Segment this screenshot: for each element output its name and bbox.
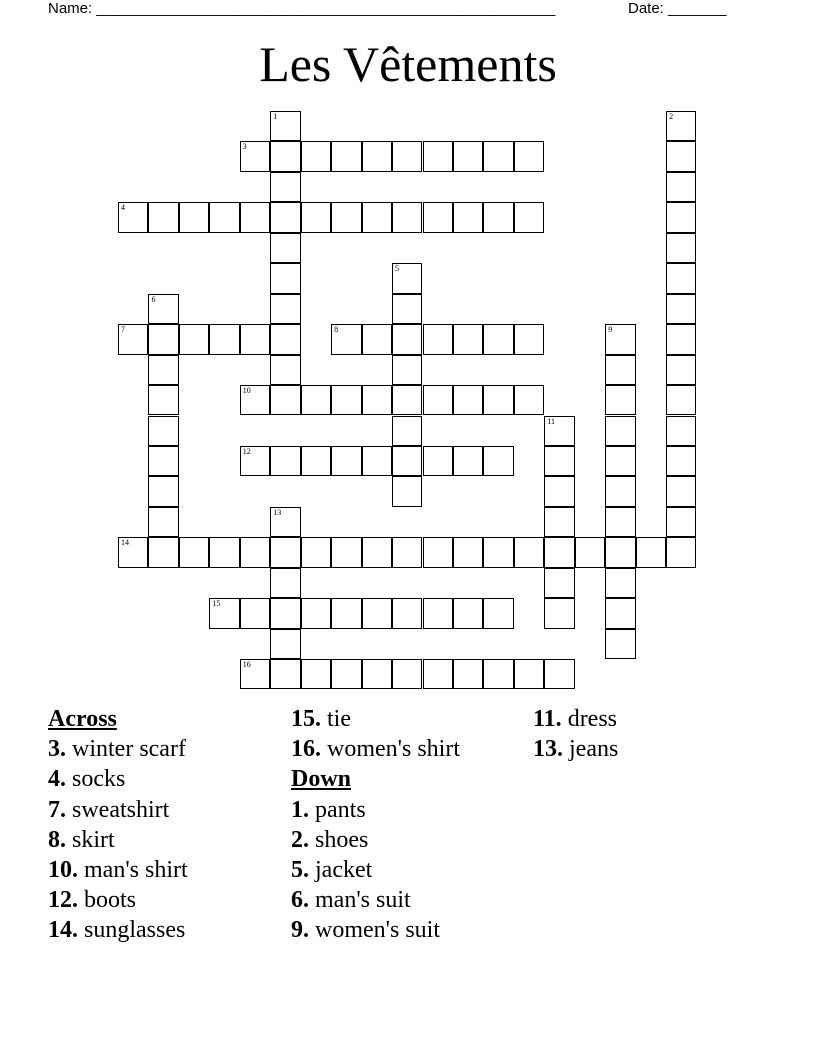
crossword-cell[interactable] [148,446,178,476]
crossword-cell[interactable] [209,598,239,628]
clue-item-number: 12. [48,887,78,914]
crossword-cell[interactable] [423,537,453,567]
crossword-cell[interactable] [270,294,300,324]
crossword-cell[interactable] [240,202,270,232]
clue-item [291,915,460,945]
crossword-cell[interactable] [544,598,574,628]
crossword-cell[interactable] [179,202,209,232]
crossword-cell[interactable] [362,537,392,567]
crossword-cell[interactable] [392,294,422,324]
crossword-cell[interactable] [270,233,300,263]
clue-item [48,764,188,794]
crossword-cell[interactable] [453,385,483,415]
crossword-cell[interactable] [666,416,696,446]
crossword-cell[interactable] [148,476,178,506]
crossword-cell[interactable] [423,659,453,689]
crossword-cell[interactable] [392,537,422,567]
crossword-cell[interactable] [666,537,696,567]
crossword-cell[interactable] [605,446,635,476]
clue-item-number: 13. [533,736,563,763]
crossword-cell[interactable] [514,141,544,171]
clue-item [533,734,618,764]
crossword-cell[interactable] [179,324,209,354]
crossword-cell[interactable] [148,416,178,446]
clue-item-number: 3. [48,736,66,763]
clue-heading [48,704,188,734]
clue-item [291,885,460,915]
crossword-cell[interactable] [362,141,392,171]
crossword-cell[interactable] [453,446,483,476]
crossword-cell[interactable] [331,385,361,415]
crossword-cell[interactable] [118,202,148,232]
crossword-cell[interactable] [392,355,422,385]
crossword-cell[interactable] [148,355,178,385]
clue-item-number: 5. [291,857,309,884]
clue-item-number: 4. [48,766,66,793]
crossword-cell[interactable] [301,385,331,415]
clue-column-2 [291,704,460,946]
clue-item-text: jacket [309,857,373,884]
clue-column-3 [533,704,618,764]
clue-item [48,825,188,855]
crossword-cell[interactable] [453,202,483,232]
crossword-cell[interactable] [362,598,392,628]
crossword-cell[interactable] [270,446,300,476]
clue-item-text: socks [66,766,126,793]
crossword-cell[interactable] [666,263,696,293]
clue-heading [291,764,460,794]
clue-item-number: 10. [48,857,78,884]
crossword-cell[interactable] [301,659,331,689]
crossword-cell[interactable] [575,537,605,567]
crossword-cell[interactable] [514,202,544,232]
clue-item-number: 8. [48,826,66,853]
crossword-cell[interactable] [544,568,574,598]
clue-item-number: 15. [291,706,321,732]
crossword-cell[interactable] [240,385,270,415]
clue-number-label: 7 [121,325,125,335]
crossword-cell[interactable] [270,507,300,537]
crossword-cell[interactable] [544,659,574,689]
crossword-cell[interactable] [270,385,300,415]
clue-number-label: 1 [273,112,278,121]
crossword-cell[interactable] [483,659,513,689]
crossword-cell[interactable] [453,537,483,567]
crossword-cell[interactable] [605,568,635,598]
clue-item-text: man's suit [309,887,411,914]
crossword-cell[interactable] [362,385,392,415]
crossword-cell[interactable] [240,659,270,689]
crossword-cell[interactable] [331,324,361,354]
clue-item-text: man's shirt [78,857,188,884]
crossword-cell[interactable] [666,172,696,202]
crossword-cell[interactable] [544,446,574,476]
crossword-cell[interactable] [331,202,361,232]
crossword-cell[interactable] [331,141,361,171]
crossword-cell[interactable] [270,568,300,598]
clue-item-text: boots [78,887,137,914]
crossword-cell[interactable] [453,324,483,354]
crossword-cell[interactable] [544,507,574,537]
clue-number-label: 2 [669,112,674,121]
crossword-cell[interactable] [544,476,574,506]
clue-item [291,855,460,885]
crossword-cell[interactable] [666,324,696,354]
clue-number-label: 10 [242,386,251,396]
crossword-cell[interactable] [423,202,453,232]
crossword-cell[interactable] [605,598,635,628]
crossword-cell[interactable] [270,598,300,628]
clue-item [291,795,460,825]
crossword-cell[interactable] [301,446,331,476]
crossword-cell[interactable] [209,202,239,232]
crossword-cell[interactable] [118,537,148,567]
clue-list [48,704,788,964]
clue-item-number: 16. [291,736,321,763]
crossword-cell[interactable] [270,355,300,385]
crossword-cell[interactable] [666,507,696,537]
clue-item-text: skirt [66,826,115,853]
clue-item-text: shoes [309,826,369,853]
crossword-cell[interactable] [148,537,178,567]
crossword-cell[interactable] [666,233,696,263]
crossword-cell[interactable] [423,598,453,628]
crossword-cell[interactable] [605,537,635,567]
crossword-cell[interactable] [605,385,635,415]
crossword-cell[interactable] [270,324,300,354]
crossword-cell[interactable] [666,202,696,232]
clue-number-label: 5 [395,264,400,274]
crossword-cell[interactable] [270,659,300,689]
clue-number-label: 8 [334,325,339,335]
crossword-cell[interactable] [270,629,300,659]
crossword-cell[interactable] [636,537,666,567]
clue-item-number: 6. [291,887,309,914]
crossword-cell[interactable] [544,537,574,567]
clue-item [48,885,188,915]
clue-item-text: pants [309,796,366,823]
clue-item-text: sweatshirt [66,796,170,823]
clue-number-label: 12 [242,446,251,456]
crossword-cell[interactable] [605,416,635,446]
clue-item [291,734,460,764]
crossword-cell[interactable] [392,416,422,446]
crossword-cell[interactable] [240,324,270,354]
clue-item [48,915,188,945]
crossword-cell[interactable] [514,659,544,689]
crossword-cell[interactable] [423,324,453,354]
crossword-cell[interactable] [483,598,513,628]
crossword-cell[interactable] [118,324,148,354]
clue-item [48,795,188,825]
crossword-cell[interactable] [423,385,453,415]
clue-number-label: 4 [121,203,125,213]
crossword-cell[interactable] [666,141,696,171]
crossword-cell[interactable] [240,446,270,476]
crossword-cell[interactable] [483,141,513,171]
crossword-cell[interactable] [392,598,422,628]
crossword-cell[interactable] [453,141,483,171]
crossword-cell[interactable] [331,446,361,476]
crossword-cell[interactable] [209,324,239,354]
crossword-cell[interactable] [453,659,483,689]
clue-item [291,704,460,734]
clue-item-text: jeans [563,736,619,763]
clue-number-label: 13 [273,507,282,517]
crossword-cell[interactable] [666,476,696,506]
crossword-cell[interactable] [362,324,392,354]
crossword-cell[interactable] [301,141,331,171]
crossword-cell[interactable] [148,324,178,354]
crossword-cell[interactable] [240,598,270,628]
crossword-cell[interactable] [666,446,696,476]
crossword-cell[interactable] [605,629,635,659]
crossword-cell[interactable] [270,111,300,141]
crossword-cell[interactable] [392,385,422,415]
clue-item-number: 7. [48,796,66,823]
crossword-cell[interactable] [240,141,270,171]
crossword-cell[interactable] [392,202,422,232]
crossword-cell[interactable] [209,537,239,567]
crossword-cell[interactable] [301,202,331,232]
clue-number-label: 6 [151,294,156,304]
clue-item [48,734,188,764]
crossword-cell[interactable] [331,659,361,689]
clue-item-number: 1. [291,796,309,823]
crossword-cell[interactable] [605,476,635,506]
crossword-cell[interactable] [301,537,331,567]
clue-item [291,825,460,855]
crossword-cell[interactable] [392,141,422,171]
crossword-cell[interactable] [514,537,544,567]
crossword-cell[interactable] [514,385,544,415]
crossword-cell[interactable] [544,416,574,446]
crossword-cell[interactable] [362,659,392,689]
clue-item-text: tie [321,706,351,732]
crossword-cell[interactable] [605,507,635,537]
page-title: Les Vêtements [259,36,557,92]
header [48,0,748,20]
crossword-cell[interactable] [301,598,331,628]
clue-number-label: 3 [242,142,247,152]
crossword-cell[interactable] [483,202,513,232]
crossword-cell[interactable] [483,385,513,415]
clue-item-number: 2. [291,826,309,853]
clue-item [533,704,618,734]
clue-heading-text: Across [48,706,117,732]
clue-item-text: dress [561,706,618,732]
clue-heading-text: Down [291,766,352,793]
crossword-cell[interactable] [240,537,270,567]
clue-number-label: 16 [242,660,251,670]
crossword-cell[interactable] [148,294,178,324]
crossword-cell[interactable] [148,385,178,415]
crossword-cell[interactable] [605,355,635,385]
crossword-cell[interactable] [666,111,696,141]
clue-item-text: women's suit [309,917,440,944]
crossword-cell[interactable] [179,537,209,567]
clue-column-1 [48,704,188,946]
crossword-cell[interactable] [392,446,422,476]
clue-item-number: 14. [48,917,78,944]
crossword-cell[interactable] [483,537,513,567]
clue-item-number: 9. [291,917,309,944]
crossword-cell[interactable] [392,263,422,293]
crossword-cell[interactable] [666,355,696,385]
crossword-cell[interactable] [392,476,422,506]
crossword-cell[interactable] [483,446,513,476]
clue-item-number: 11. [533,706,562,732]
crossword-cell[interactable] [148,202,178,232]
clue-number-label: 9 [608,325,613,335]
crossword-cell[interactable] [270,263,300,293]
clue-item-text: women's shirt [321,736,460,763]
crossword-cell[interactable] [514,324,544,354]
crossword-cell[interactable] [362,446,392,476]
crossword-cell[interactable] [331,598,361,628]
clue-item-text: sunglasses [78,917,186,944]
crossword-cell[interactable] [270,172,300,202]
clue-number-label: 11 [547,416,555,426]
crossword-cell[interactable] [331,537,361,567]
clue-item-text: winter scarf [66,736,186,763]
crossword-cell[interactable] [270,202,300,232]
clue-item [48,855,188,885]
crossword-cell[interactable] [270,141,300,171]
crossword-cell[interactable] [666,294,696,324]
clue-number-label: 15 [212,599,221,609]
name-field-label: Name: _______________________________________________________ [48,0,556,17]
crossword-cell[interactable] [423,141,453,171]
crossword-cell[interactable] [453,598,483,628]
crossword-cell[interactable] [605,324,635,354]
crossword-cell[interactable] [392,659,422,689]
crossword-cell[interactable] [423,446,453,476]
crossword-cell[interactable] [148,507,178,537]
crossword-cell[interactable] [666,385,696,415]
clue-number-label: 14 [121,538,129,548]
crossword-cell[interactable] [392,324,422,354]
crossword-cell[interactable] [362,202,392,232]
crossword-cell[interactable] [270,537,300,567]
date-field-label: Date: _______ [628,0,727,17]
crossword-cell[interactable] [483,324,513,354]
